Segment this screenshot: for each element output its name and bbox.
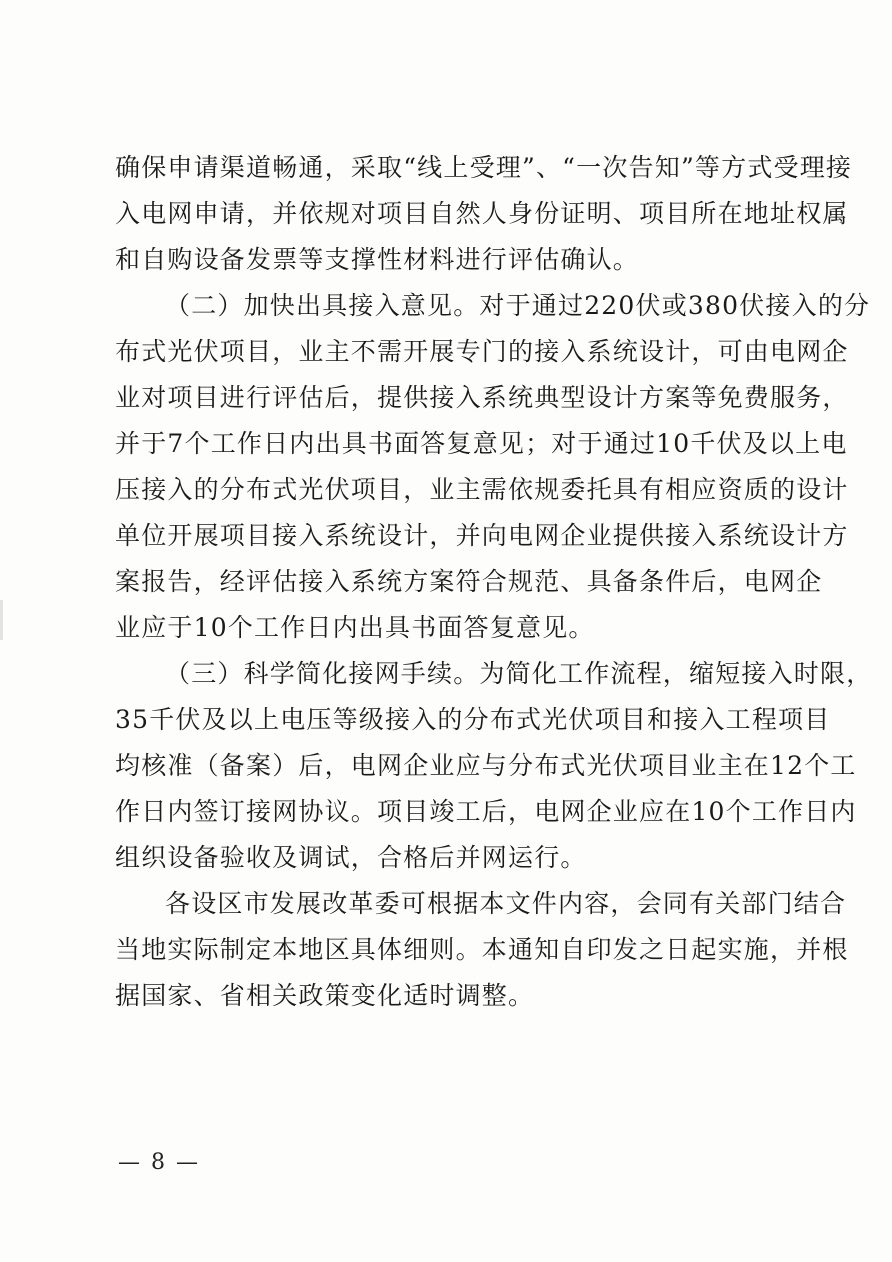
paragraph-line: 业对项目进行评估后，提供接入系统典型设计方案等免费服务， [115,383,849,412]
paragraph-line: 并于7个工作日内出具书面答复意见；对于通过10千伏及以上电 [115,429,848,458]
paragraph-line: 均核准（备案）后，电网企业应与分布式光伏项目业主在12个工 [115,751,857,780]
paragraph-line: 入电网申请，并依规对项目自然人身份证明、项目所在地址权属 [115,199,849,228]
paragraph-line: 压接入的分布式光伏项目，业主需依规委托具有相应资质的设计 [115,475,849,504]
paragraph-line: 布式光伏项目，业主不需开展专门的接入系统设计，可由电网企 [115,337,849,366]
paragraph-line: 案报告，经评估接入系统方案符合规范、具备条件后，电网企 [115,567,823,596]
paragraph-line: 各设区市发展改革委可根据本文件内容，会同有关部门结合 [165,889,847,918]
section-heading-line: （三）科学简化接网手续。为简化工作流程，缩短接入时限， [165,659,873,688]
paragraph-line: 单位开展项目接入系统设计，并向电网企业提供接入系统设计方 [115,521,849,550]
paragraph-line: 作日内签订接网协议。项目竣工后，电网企业应在10个工作日内 [115,797,857,826]
paragraph-line: 当地实际制定本地区具体细则。本通知自印发之日起实施，并根 [115,935,849,964]
paragraph-line: 35千伏及以上电压等级接入的分布式光伏项目和接入工程项目 [115,705,831,734]
section-heading-line: （二）加快出具接入意见。对于通过220伏或380伏接入的分 [165,291,871,320]
paragraph-line: 业应于10个工作日内出具书面答复意见。 [115,613,595,642]
paragraph-line: 组织设备验收及调试，合格后并网运行。 [115,843,587,872]
scan-edge-mark [0,600,3,640]
paragraph-line: 确保申请渠道畅通，采取“线上受理”、“一次告知”等方式受理接 [115,153,853,182]
page-number: — 8 — [118,1150,200,1175]
paragraph-line: 和自购设备发票等支撑性材料进行评估确认。 [115,245,640,274]
paragraph-line: 据国家、省相关政策变化适时调整。 [115,981,535,1010]
